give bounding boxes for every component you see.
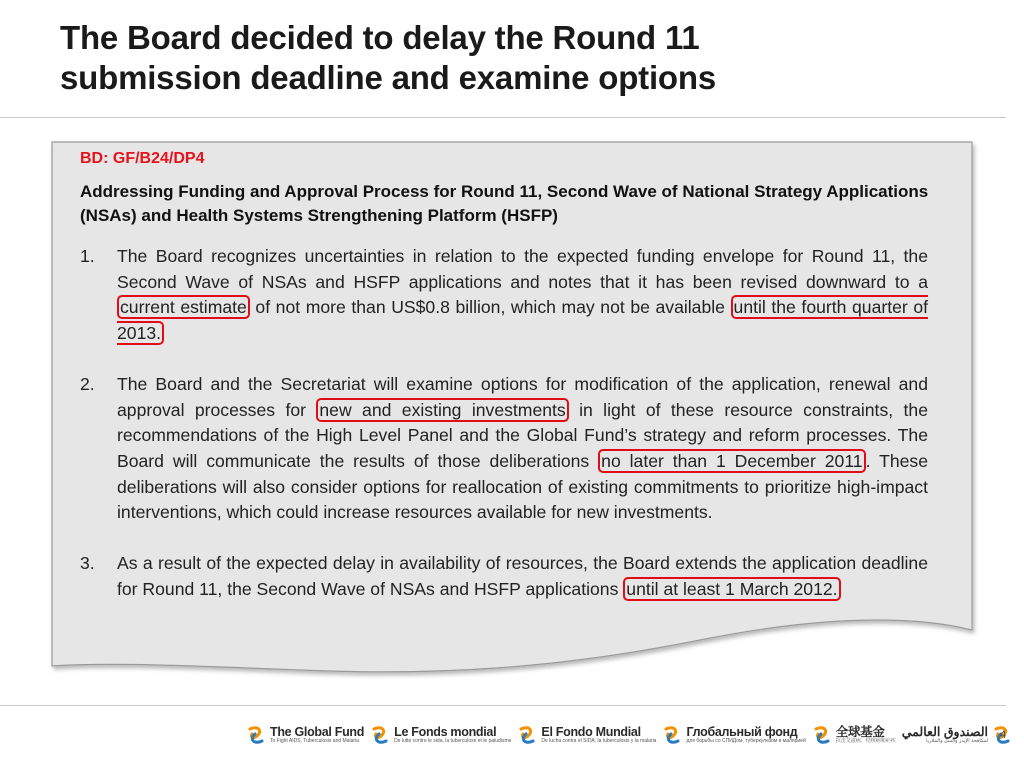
highlighted-phrase: no later than 1 December 2011 (598, 449, 865, 473)
logo-global-fund-fr (370, 725, 511, 745)
item-text: The Board and the Secretariat will examine options for modification of the application, renewal and approval processes for (117, 373, 928, 420)
decision-heading: Addressing Funding and Approval Process for Round 11, Second Wave of National Strategy Applications (NSAs) and Health Systems Strengthening Platform (HSFP) (80, 182, 929, 225)
decision-items (80, 244, 928, 602)
slide-title-line-1: The Board decided to delay the Round 11 (60, 19, 700, 56)
logo-global-fund-zh (812, 725, 896, 745)
global-fund-ribbon-icon (812, 725, 832, 745)
logo-tagline: لمكافحة الإيدز والسل والملاريا (926, 738, 989, 745)
footer-logos (246, 718, 1012, 752)
decision-code: BD: GF/B24/DP4 (80, 150, 205, 167)
logo-name: الصندوق العالمي (901, 724, 989, 739)
highlighted-phrase: until at least 1 March 2012. (623, 577, 840, 601)
logo-global-fund-en (246, 725, 364, 745)
decision-item (80, 244, 928, 347)
item-text: As a result of the expected delay in availability of resources, the Board extends the application deadline for Round 11, the Second Wave of NSAs and HSFP applications (117, 553, 928, 599)
item-number: 3. (80, 553, 95, 574)
logo-tagline: To Fight AIDS, Tuberculosis and Malaria (270, 738, 359, 745)
highlighted-phrase: current estimate (117, 295, 250, 319)
item-number: 1. (80, 246, 95, 266)
item-text: in light of these resource constraints, the recommendations of the High Level Panel and the Global Fund’s strategy and reform processes. The Board will communicate the results of those deliberations (117, 399, 928, 471)
logo-name: Le Fonds mondial (394, 724, 497, 739)
logo-tagline: 抗击艾滋病、结核病和疟疾 (835, 738, 896, 745)
item-text: of not more than US$0.8 billion, which may not be available (249, 297, 731, 318)
item-text: The Board recognizes uncertainties in relation to the expected funding envelope for Round 11, the Second Wave of NSAs and HSFP applications and notes that it has been revised downward to a (117, 246, 928, 292)
logo-tagline: De lucha contra el SIDA, la tuberculosis y la malaria (541, 738, 657, 745)
global-fund-ribbon-icon (517, 725, 537, 745)
logo-name: Глобальный фонд (686, 724, 798, 739)
slide-title-line-2: submission deadline and examine options (60, 59, 717, 96)
item-text: . These deliberations will also consider options for reallocation of existing commitments to prioritize high-impact interventions, which could increase resources available for new investments. (117, 450, 928, 523)
logo-tagline: для борьбы со СПИДом, туберкулезом и малярией (686, 738, 806, 745)
logo-tagline: De lutte contre le sida, la tuberculose et le paludisme (394, 738, 512, 745)
page-number: 4 (1000, 729, 1007, 741)
global-fund-ribbon-icon (246, 725, 266, 745)
logo-name: El Fondo Mundial (541, 724, 641, 739)
logo-global-fund-es (517, 725, 656, 745)
decision-item (80, 551, 928, 602)
highlighted-phrase: until the fourth quarter of 2013. (117, 297, 928, 344)
footer-divider (0, 705, 1006, 706)
global-fund-ribbon-icon (662, 725, 682, 745)
decision-item (80, 372, 928, 526)
highlighted-phrase: new and existing investments (316, 398, 568, 422)
logo-global-fund-ru (662, 725, 805, 745)
logo-name: 全球基金 (835, 724, 885, 739)
logo-name: The Global Fund (270, 724, 365, 739)
logo-global-fund-ar (902, 725, 1012, 745)
item-number: 2. (80, 373, 95, 394)
global-fund-ribbon-icon (370, 725, 390, 745)
